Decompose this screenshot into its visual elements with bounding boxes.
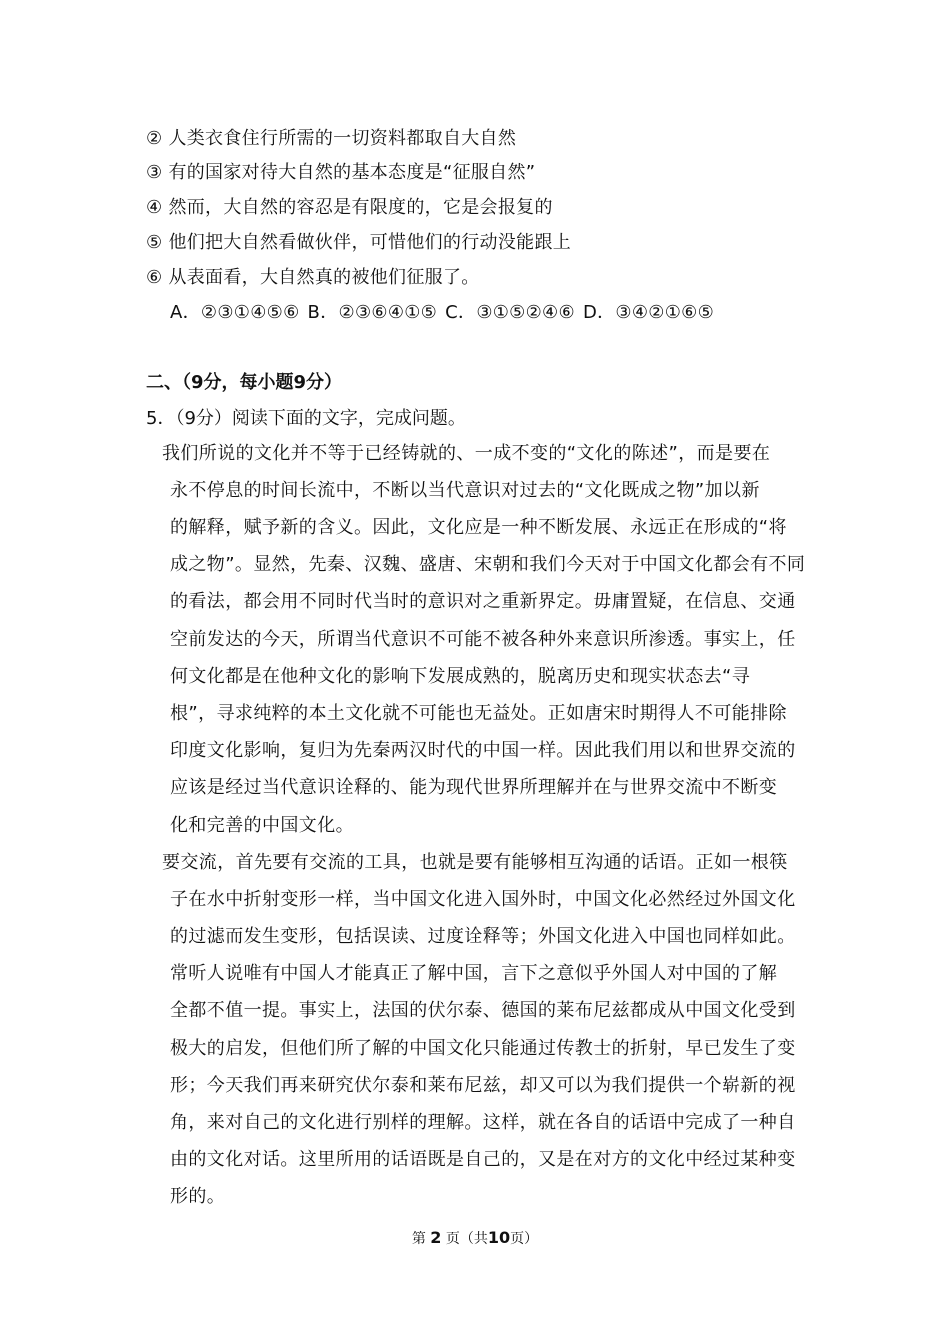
paragraph-line: 成之物”。显然，先秦、汉魏、盛唐、宋朝和我们今天对于中国文化都会有不同	[170, 554, 806, 575]
paragraph-line: 形的。	[170, 1186, 226, 1207]
paragraph-line: 永不停息的时间长流中，不断以当代意识对过去的“文化既成之物”加以新	[170, 480, 760, 501]
sequence-item-5: ⑤ 他们把大自然看做伙伴，可惜他们的行动没能跟上	[146, 232, 572, 253]
paragraph-line: 根”，寻求纯粹的本土文化就不可能也无益处。正如唐宋时期得人不可能排除	[170, 703, 787, 724]
paragraph-line: 由的文化对话。这里所用的话语既是自己的，又是在对方的文化中经过某种变	[170, 1149, 796, 1170]
paragraph-line: 我们所说的文化并不等于已经铸就的、一成不变的“文化的陈述”，而是要在	[162, 443, 771, 464]
footer-suffix: 页）	[510, 1231, 539, 1247]
sequence-item-3: ③ 有的国家对待大自然的基本态度是“征服自然”	[146, 162, 536, 183]
paragraph-line: 形；今天我们再来研究伏尔泰和莱布尼兹，却又可以为我们提供一个崭新的视	[170, 1075, 796, 1096]
paragraph-line: 的看法，都会用不同时代当时的意识对之重新界定。毋庸置疑，在信息、交通	[170, 591, 796, 612]
paragraph-line: 应该是经过当代意识诠释的、能为现代世界所理解并在与世界交流中不断变	[170, 777, 778, 798]
paragraph-line: 何文化都是在他种文化的影响下发展成熟的，脱离历史和现实状态去“寻	[170, 666, 751, 687]
sequence-item-2: ② 人类衣食住行所需的一切资料都取自大自然	[146, 128, 517, 149]
footer-prefix: 第	[411, 1231, 426, 1247]
paragraph-line: 化和完善的中国文化。	[170, 815, 354, 836]
footer-page-number: 2	[430, 1228, 442, 1247]
paragraph-line: 要交流，首先要有交流的工具，也就是要有能够相互沟通的话语。正如一根筷	[162, 852, 788, 873]
footer-middle: 页（共	[445, 1231, 488, 1247]
paragraph-line: 常听人说唯有中国人才能真正了解中国，言下之意似乎外国人对中国的了解	[170, 963, 778, 984]
paragraph-line: 子在水中折射变形一样，当中国文化进入国外时，中国文化必然经过外国文化	[170, 889, 796, 910]
answer-options: A．②③①④⑤⑥ B．②③⑥④①⑤ C．③①⑤②④⑥ D．③④②①⑥⑤	[170, 302, 715, 323]
question-prompt: 5．（9分）阅读下面的文字，完成问题。	[146, 408, 466, 429]
paragraph-line: 角，来对自己的文化进行别样的理解。这样，就在各自的话语中完成了一种自	[170, 1112, 796, 1133]
paragraph-line: 的过滤而发生变形，包括误读、过度诠释等；外国文化进入中国也同样如此。	[170, 926, 796, 947]
footer-total-pages: 10	[487, 1228, 511, 1247]
paragraph-line: 印度文化影响，复归为先秦两汉时代的中国一样。因此我们用以和世界交流的	[170, 740, 796, 761]
sequence-item-4: ④ 然而，大自然的容忍是有限度的，它是会报复的	[146, 197, 553, 218]
page-footer	[0, 1228, 950, 1248]
paragraph-line: 的解释，赋予新的含义。因此，文化应是一种不断发展、永远正在形成的“将	[170, 517, 787, 538]
sequence-item-6: ⑥ 从表面看，大自然真的被他们征服了。	[146, 267, 480, 288]
paragraph-line: 空前发达的今天，所谓当代意识不可能不被各种外来意识所渗透。事实上，任	[170, 629, 796, 650]
section-heading: 二、（9分，每小题9分）	[146, 372, 343, 393]
paragraph-line: 极大的启发，但他们所了解的中国文化只能通过传教士的折射，早已发生了变	[170, 1038, 796, 1059]
paragraph-line: 全都不值一提。事实上，法国的伏尔泰、德国的莱布尼兹都成从中国文化受到	[170, 1000, 796, 1021]
